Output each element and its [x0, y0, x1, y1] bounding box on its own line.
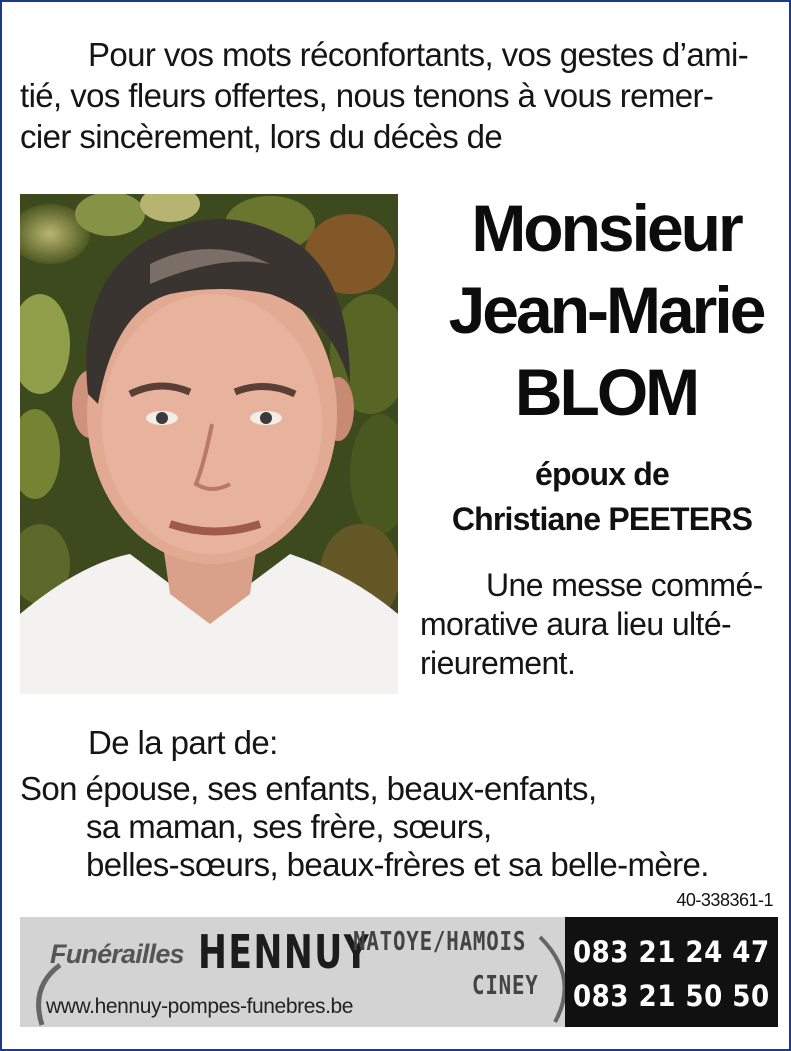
- deceased-title: Monsieur: [471, 191, 741, 265]
- funeral-home-label: Funérailles: [50, 939, 184, 969]
- thank-you-line: cier sincèrement, lors du décès de: [20, 118, 503, 155]
- deceased-last-name: BLOM: [514, 355, 698, 429]
- mass-line: Une messe commé-: [486, 567, 763, 603]
- spouse-relation: époux de: [534, 456, 670, 492]
- mass-notice: [420, 566, 791, 683]
- funeral-home-banner: [20, 917, 778, 1027]
- mass-line: rieurement.: [420, 645, 576, 681]
- spouse-info: [422, 452, 782, 542]
- funeral-home-website[interactable]: www.hennuy-pompes-funebres.be: [46, 995, 354, 1018]
- spouse-name: Christiane PEETERS: [451, 501, 753, 537]
- funeral-home-towns: NATOYE/HAMOIS: [353, 927, 527, 957]
- family-line: Son épouse, ses enfants, beaux-enfants,: [20, 770, 597, 807]
- phone-number[interactable]: 083 21 24 47: [573, 935, 770, 969]
- mass-line: morative aura lieu ulté-: [420, 606, 732, 642]
- portrait-photo: [20, 194, 398, 694]
- reference-number: 40-338361-1: [676, 890, 773, 910]
- funeral-home-logo: HENNUY: [198, 925, 371, 979]
- family-label: De la part de:: [88, 724, 278, 761]
- thank-you-text: [20, 34, 780, 157]
- family-list: [20, 724, 780, 884]
- phone-number[interactable]: 083 21 50 50: [573, 979, 770, 1013]
- deceased-name: [410, 187, 791, 433]
- family-line: belles-sœurs, beaux-frères et sa belle-mère.: [86, 846, 709, 883]
- deceased-first-name: Jean-Marie: [448, 273, 764, 347]
- thank-you-line: tié, vos fleurs offertes, nous tenons à vous remer-: [20, 77, 714, 114]
- funeral-home-town: CINEY: [472, 971, 539, 1001]
- family-line: sa maman, ses frère, sœurs,: [86, 808, 492, 845]
- thank-you-line: Pour vos mots réconfortants, vos gestes d’ami-: [88, 36, 749, 73]
- phone-box: [565, 917, 778, 1027]
